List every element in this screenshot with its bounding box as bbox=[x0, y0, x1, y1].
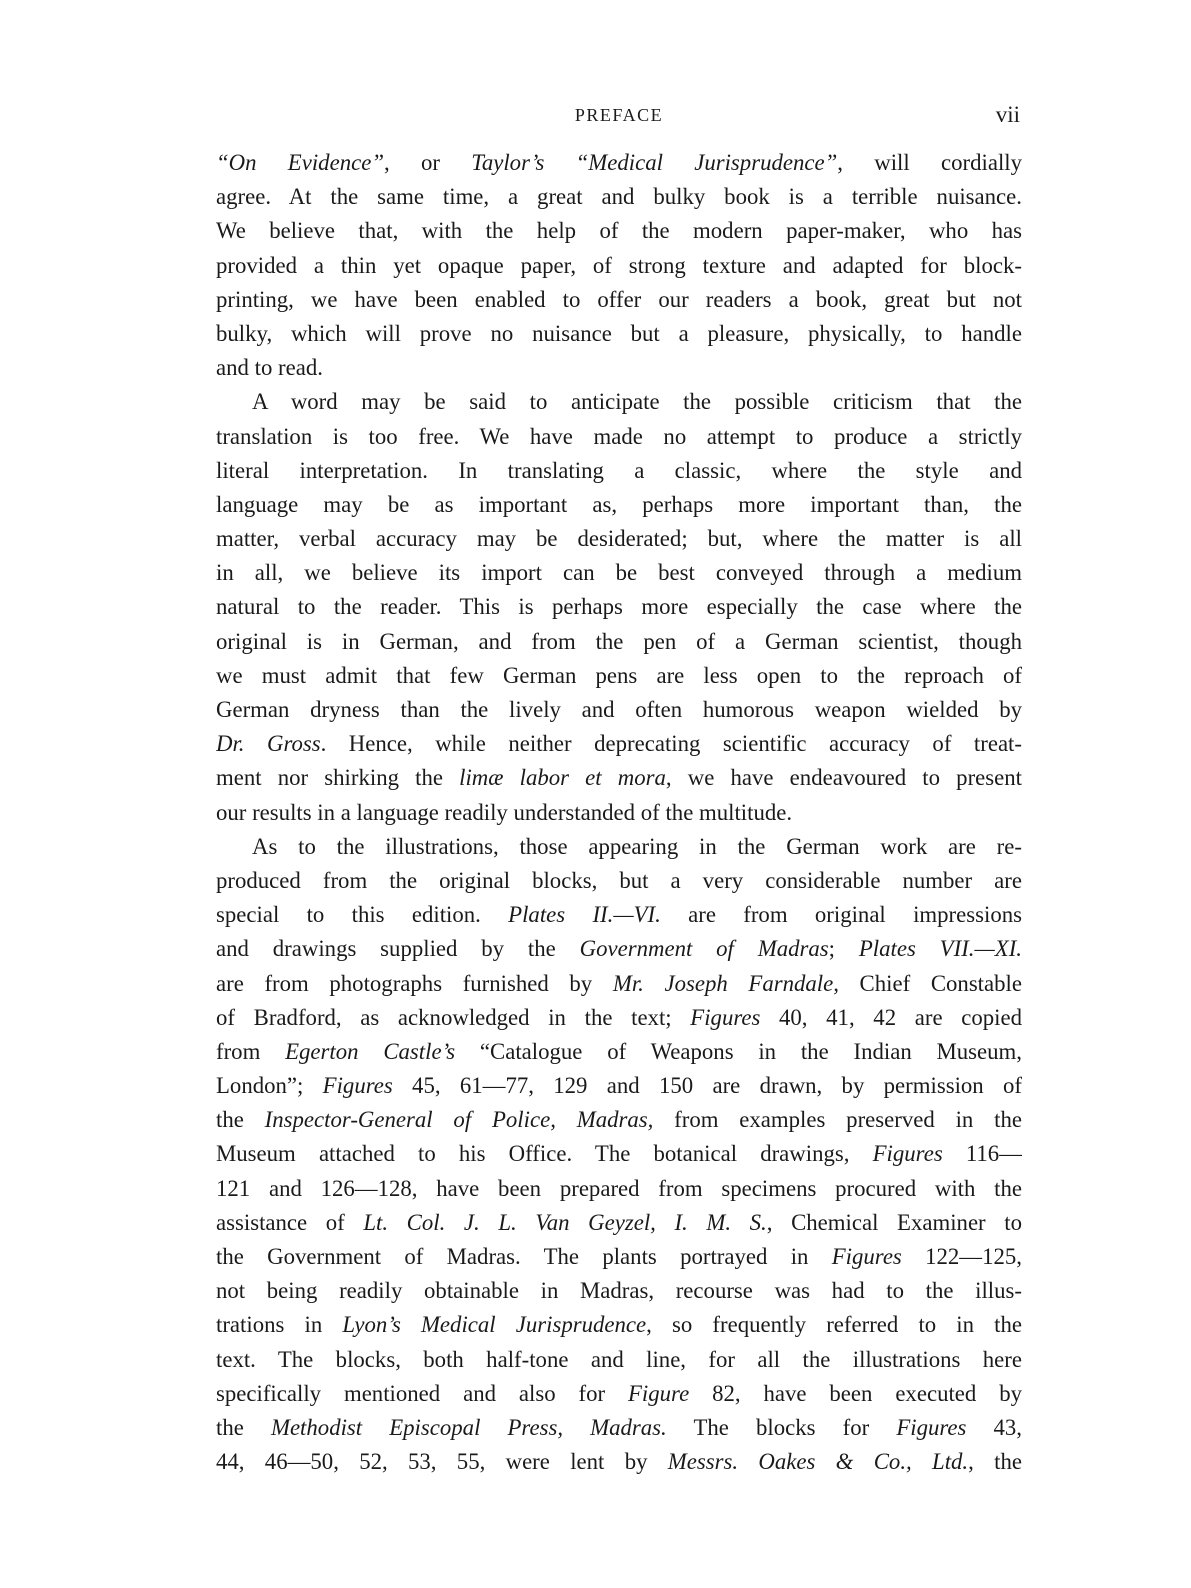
text-line bbox=[216, 1308, 1022, 1342]
text-span: language may be as important as, perhaps more important than, the bbox=[216, 491, 1022, 517]
text-line bbox=[216, 1035, 1022, 1069]
italic-span: Messrs. Oakes & Co., Ltd. bbox=[667, 1449, 969, 1475]
text-line bbox=[216, 1103, 1022, 1137]
text-span: the bbox=[216, 1414, 271, 1440]
text-span: A word may be said to anticipate the possible criticism that the bbox=[252, 389, 1022, 415]
text-line bbox=[216, 454, 1022, 488]
text-line bbox=[216, 796, 1022, 830]
text-span: 43, bbox=[966, 1414, 1022, 1440]
text-span: 40, 41, 42 are copied bbox=[760, 1004, 1022, 1030]
text-line bbox=[216, 146, 1022, 180]
italic-span: limæ labor et mora bbox=[459, 765, 666, 791]
italic-span: Inspector-General of Police, Madras, bbox=[264, 1107, 654, 1133]
body-text bbox=[216, 146, 1022, 1479]
text-line bbox=[216, 864, 1022, 898]
text-line bbox=[216, 351, 1022, 385]
text-line bbox=[216, 932, 1022, 966]
text-span: bulky, which will prove no nuisance but a pleasure, physically, to handle bbox=[216, 320, 1022, 346]
text-span: 122—125, bbox=[901, 1244, 1022, 1269]
text-span: not being readily obtainable in Madras, recourse was had to the illus- bbox=[216, 1278, 1022, 1304]
running-head bbox=[216, 100, 1022, 130]
text-line bbox=[216, 249, 1022, 283]
italic-span: Figures bbox=[896, 1414, 967, 1440]
text-line bbox=[216, 214, 1022, 248]
text-span: translation is too free. We have made no attempt to produce a strictly bbox=[216, 423, 1022, 449]
text-line bbox=[216, 590, 1022, 624]
text-span: Chief Constable bbox=[838, 970, 1022, 996]
text-span: German dryness than the lively and often humorous weapon wielded by bbox=[216, 697, 1022, 722]
italic-span: Lyon’s Medical Jurisprudence bbox=[342, 1312, 647, 1338]
text-span: from examples preserved in the bbox=[653, 1107, 1022, 1133]
text-span: ment nor shirking the bbox=[216, 765, 460, 791]
text-span: special to this edition. bbox=[216, 902, 509, 928]
text-span: 45, 61—77, 129 and 150 are drawn, by permission of bbox=[392, 1073, 1022, 1099]
text-line bbox=[216, 693, 1022, 727]
text-line bbox=[216, 659, 1022, 693]
text-span: literal interpretation. In translating a classic, where the style and bbox=[216, 457, 1022, 483]
text-line bbox=[216, 1069, 1022, 1103]
text-span: Museum attached to his Office. The botanical drawings, bbox=[216, 1141, 873, 1167]
italic-span: Plates II.—VI. bbox=[508, 902, 661, 928]
text-span: trations in bbox=[216, 1312, 343, 1338]
text-line bbox=[216, 1206, 1022, 1240]
italic-span: Government of Madras bbox=[579, 936, 829, 962]
text-span: . Hence, while neither deprecating scientific accuracy of treat- bbox=[320, 731, 1022, 757]
text-line bbox=[216, 180, 1022, 214]
text-line bbox=[216, 1343, 1022, 1377]
running-title: PREFACE bbox=[574, 105, 664, 125]
text-span: natural to the reader. This is perhaps more especially the case where the bbox=[216, 594, 1022, 620]
text-span: specifically mentioned and also for bbox=[216, 1380, 628, 1406]
text-span: , we have endeavoured to present bbox=[665, 765, 1022, 791]
italic-span: Methodist Episcopal Press, Madras. bbox=[270, 1414, 667, 1440]
text-span: We believe that, with the help of the modern paper-maker, who has bbox=[216, 218, 1022, 244]
text-span: printing, we have been enabled to offer our readers a book, great but not bbox=[216, 286, 1022, 312]
text-line bbox=[216, 967, 1022, 1001]
text-line bbox=[216, 761, 1022, 795]
text-line bbox=[216, 556, 1022, 590]
italic-span: Lt. Col. J. L. Van Geyzel, I. M. S. bbox=[363, 1209, 767, 1235]
text-line bbox=[216, 1137, 1022, 1171]
text-line bbox=[216, 1411, 1022, 1445]
text-span: original is in German, and from the pen of a German scientist, though bbox=[216, 628, 1022, 654]
text-line bbox=[216, 1274, 1022, 1308]
text-line bbox=[216, 420, 1022, 454]
italic-span: Taylor’s “Medical Jurisprudence” bbox=[471, 150, 838, 175]
text-span: and drawings supplied by the bbox=[216, 936, 580, 962]
text-line bbox=[216, 283, 1022, 317]
text-span: 82, have been executed by bbox=[689, 1380, 1022, 1406]
text-line bbox=[216, 385, 1022, 419]
italic-span: Egerton Castle’s bbox=[285, 1038, 456, 1064]
page-number: vii bbox=[995, 102, 1020, 127]
text-span: matter, verbal accuracy may be desiderated; but, where the matter is all bbox=[216, 526, 1022, 552]
text-line bbox=[216, 727, 1022, 761]
text-span: text. The blocks, both half-tone and line, for all the illustrations here bbox=[216, 1346, 1022, 1372]
italic-span: Figure bbox=[627, 1380, 690, 1406]
text-line bbox=[216, 1445, 1022, 1479]
text-span: of Bradford, as acknowledged in the text; bbox=[216, 1004, 691, 1030]
italic-span: Figures bbox=[322, 1073, 393, 1099]
text-span: the bbox=[216, 1107, 265, 1133]
text-span: As to the illustrations, those appearing in the German work are re- bbox=[252, 833, 1022, 859]
text-line bbox=[216, 488, 1022, 522]
text-line bbox=[216, 898, 1022, 932]
text-span: ; bbox=[828, 936, 859, 962]
text-line bbox=[216, 1172, 1022, 1206]
text-line bbox=[216, 625, 1022, 659]
text-span: our results in a language readily understanded of the multitude. bbox=[216, 799, 793, 825]
text-span: , the bbox=[968, 1449, 1022, 1475]
paragraph bbox=[216, 830, 1022, 1480]
text-span: the Government of Madras. The plants portrayed in bbox=[216, 1244, 832, 1269]
paragraph bbox=[216, 146, 1022, 385]
text-span: 44, 46—50, 52, 53, 55, were lent by bbox=[216, 1449, 668, 1475]
text-span: provided a thin yet opaque paper, of strong texture and adapted for block- bbox=[216, 252, 1022, 278]
text-line bbox=[216, 1001, 1022, 1035]
italic-span: Figures bbox=[831, 1244, 902, 1269]
text-span: 121 and 126—128, have been prepared from specimens procured with the bbox=[216, 1175, 1022, 1201]
italic-span: “On Evidence” bbox=[216, 150, 385, 175]
paragraph bbox=[216, 385, 1022, 829]
text-span: , so frequently referred to in the bbox=[646, 1312, 1022, 1338]
text-line bbox=[216, 1240, 1022, 1274]
text-span: “Catalogue of Weapons in the Indian Museum, bbox=[455, 1038, 1022, 1064]
text-line bbox=[216, 317, 1022, 351]
text-span: agree. At the same time, a great and bulky book is a terrible nuisance. bbox=[216, 184, 1022, 210]
text-line bbox=[216, 830, 1022, 864]
italic-span: Figures bbox=[872, 1141, 943, 1167]
text-span: we must admit that few German pens are less open to the reproach of bbox=[216, 662, 1022, 688]
text-line bbox=[216, 522, 1022, 556]
text-span: from bbox=[216, 1038, 286, 1064]
text-span: are from original impressions bbox=[660, 902, 1022, 928]
italic-span: Figures bbox=[690, 1004, 761, 1030]
text-span: produced from the original blocks, but a very considerable number are bbox=[216, 867, 1022, 893]
text-span: assistance of bbox=[216, 1209, 364, 1235]
italic-span: Mr. Joseph Farndale, bbox=[612, 970, 839, 996]
italic-span: Dr. Gross bbox=[216, 731, 321, 757]
text-span: 116— bbox=[942, 1141, 1022, 1167]
text-span: and to read. bbox=[216, 355, 323, 381]
italic-span: Plates VII.—XI. bbox=[858, 936, 1022, 962]
text-span: The blocks for bbox=[666, 1414, 897, 1440]
text-span: , Chemical Examiner to bbox=[766, 1209, 1022, 1235]
text-span: are from photographs furnished by bbox=[216, 970, 613, 996]
text-span: London”; bbox=[216, 1073, 323, 1099]
text-span: in all, we believe its import can be best conveyed through a medium bbox=[216, 560, 1022, 586]
text-span: , will cordially bbox=[837, 150, 1022, 175]
text-span: , or bbox=[384, 150, 472, 175]
text-line bbox=[216, 1377, 1022, 1411]
